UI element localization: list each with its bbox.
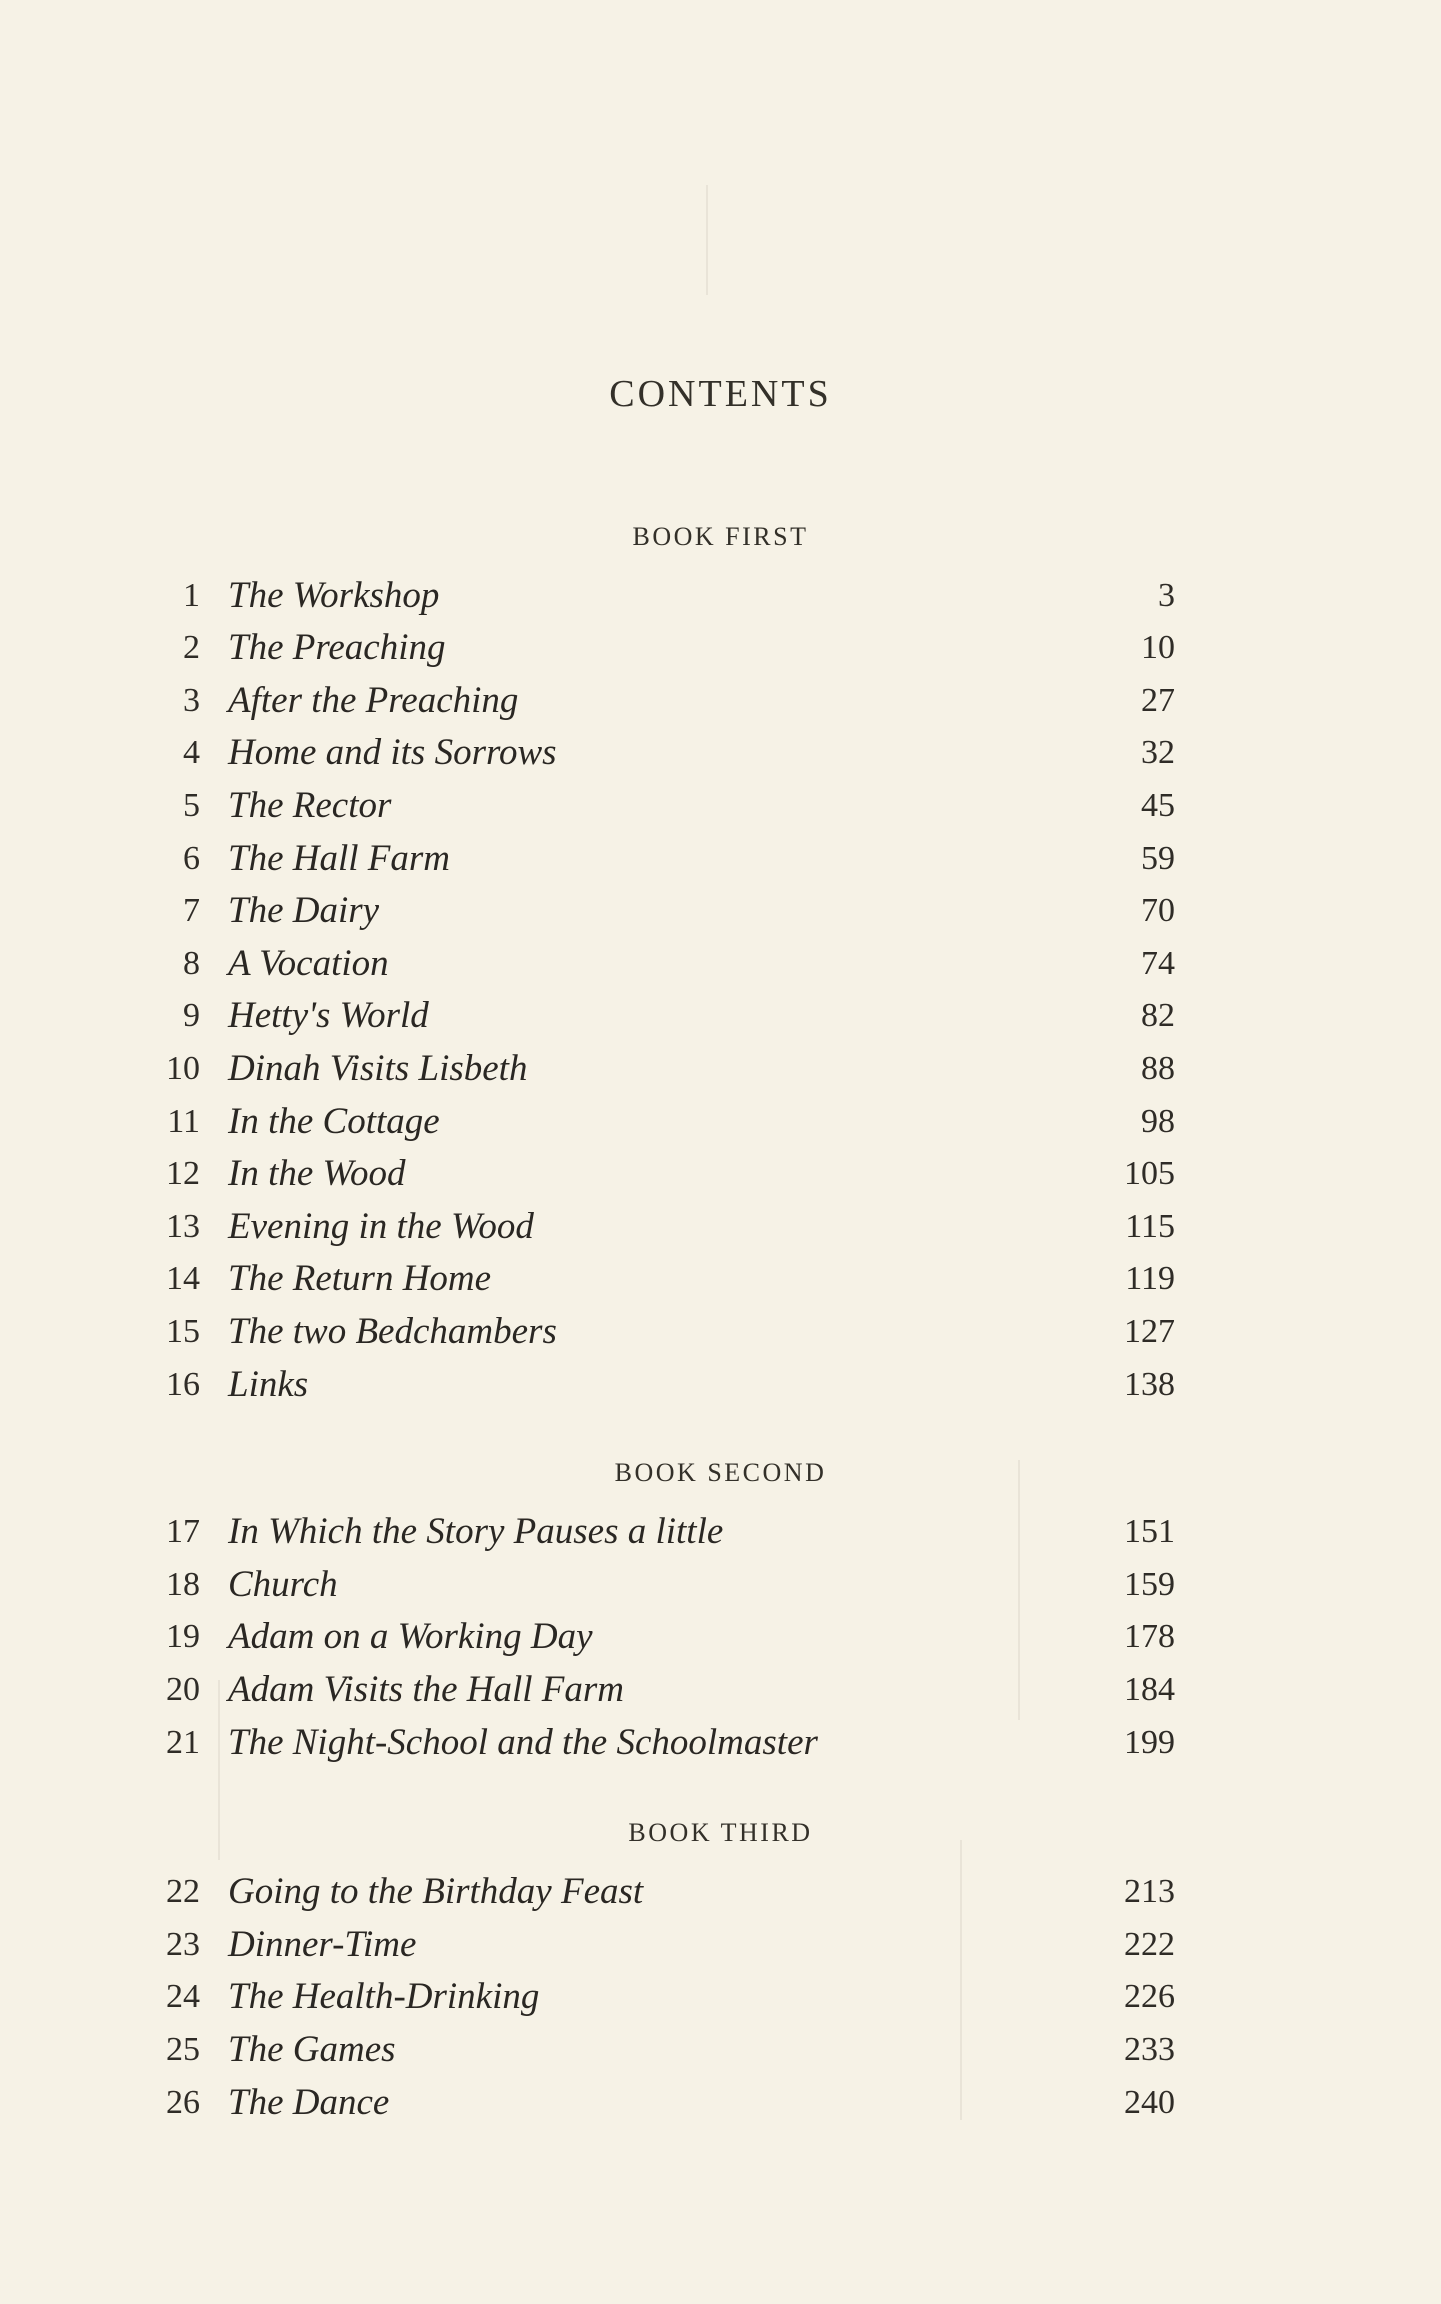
toc-row — [150, 833, 1175, 885]
chapter-page: 138 — [1124, 1366, 1175, 1403]
chapter-title: Links — [228, 1364, 309, 1405]
chapter-number: 25 — [166, 2031, 200, 2068]
toc-row — [150, 885, 1175, 937]
chapter-number: 2 — [183, 629, 200, 666]
chapter-page: 115 — [1125, 1208, 1175, 1245]
toc-row — [150, 2024, 1175, 2076]
chapter-page: 151 — [1124, 1513, 1175, 1550]
chapter-number: 26 — [166, 2084, 200, 2121]
chapter-page: 233 — [1124, 2031, 1175, 2068]
chapter-title: Adam Visits the Hall Farm — [228, 1669, 625, 1710]
toc-row — [150, 1866, 1175, 1918]
chapter-number: 10 — [166, 1050, 200, 1087]
toc-row — [150, 1306, 1175, 1358]
chapter-title: A Vocation — [228, 943, 389, 984]
chapter-page: 82 — [1141, 997, 1175, 1034]
chapter-number: 7 — [183, 892, 200, 929]
toc-row — [150, 570, 1175, 622]
chapter-number: 12 — [166, 1155, 200, 1192]
chapter-title: Hetty's World — [228, 995, 429, 1036]
chapter-number: 19 — [166, 1618, 200, 1655]
chapter-page: 88 — [1141, 1050, 1175, 1087]
chapter-page: 240 — [1124, 2084, 1175, 2121]
chapter-number: 1 — [183, 577, 200, 614]
chapter-page: 59 — [1141, 840, 1175, 877]
book-heading-second: BOOK SECOND — [614, 1458, 827, 1487]
chapter-number: 16 — [166, 1366, 200, 1403]
toc-row — [150, 675, 1175, 727]
chapter-number: 15 — [166, 1313, 200, 1350]
toc-row — [150, 2077, 1175, 2129]
chapter-number: 22 — [166, 1873, 200, 1910]
chapter-page: 32 — [1141, 734, 1175, 771]
toc-row — [150, 727, 1175, 779]
chapter-title: In the Wood — [228, 1153, 406, 1194]
chapter-title: Adam on a Working Day — [228, 1616, 593, 1657]
chapter-title: The Hall Farm — [228, 838, 450, 879]
chapter-title: Church — [228, 1564, 338, 1605]
show-through-mark — [706, 185, 708, 295]
chapter-number: 21 — [166, 1724, 200, 1761]
chapter-number: 6 — [183, 840, 200, 877]
toc-row — [150, 1971, 1175, 2023]
toc-row — [150, 1096, 1175, 1148]
chapter-title: Home and its Sorrows — [228, 732, 557, 773]
chapter-page: 105 — [1124, 1155, 1175, 1192]
toc-row — [150, 1717, 1175, 1769]
chapter-title: Dinah Visits Lisbeth — [228, 1048, 528, 1089]
chapter-page: 159 — [1124, 1566, 1175, 1603]
chapter-page: 27 — [1141, 682, 1175, 719]
chapter-number: 13 — [166, 1208, 200, 1245]
chapter-title: The Rector — [228, 785, 392, 826]
chapter-page: 119 — [1125, 1260, 1175, 1297]
chapter-title: The Dairy — [228, 890, 380, 931]
chapter-number: 23 — [166, 1926, 200, 1963]
chapter-title: The two Bedchambers — [228, 1311, 557, 1352]
chapter-title: Dinner-Time — [228, 1924, 417, 1965]
chapter-title: In the Cottage — [228, 1101, 440, 1142]
chapter-page: 98 — [1141, 1103, 1175, 1140]
chapter-title: Evening in the Wood — [228, 1206, 534, 1247]
toc-row — [150, 990, 1175, 1042]
chapter-number: 14 — [166, 1260, 200, 1297]
chapter-title: The Preaching — [228, 627, 446, 668]
toc-row — [150, 1043, 1175, 1095]
chapter-title: After the Preaching — [228, 680, 519, 721]
chapter-number: 20 — [166, 1671, 200, 1708]
chapter-page: 178 — [1124, 1618, 1175, 1655]
book-heading-third: BOOK THIRD — [628, 1818, 813, 1847]
chapter-title: Going to the Birthday Feast — [228, 1871, 644, 1912]
chapter-title: The Night-School and the Schoolmaster — [228, 1722, 818, 1763]
chapter-number: 18 — [166, 1566, 200, 1603]
chapter-page: 184 — [1124, 1671, 1175, 1708]
toc-row — [150, 938, 1175, 990]
chapter-title: The Health-Drinking — [228, 1976, 540, 2017]
chapter-number: 8 — [183, 945, 200, 982]
chapter-page: 10 — [1141, 629, 1175, 666]
toc-row — [150, 1201, 1175, 1253]
chapter-number: 24 — [166, 1978, 200, 2015]
toc-row — [150, 1148, 1175, 1200]
chapter-page: 74 — [1141, 945, 1175, 982]
toc-row — [150, 1253, 1175, 1305]
chapter-page: 3 — [1158, 577, 1175, 614]
chapter-title: In Which the Story Pauses a little — [228, 1511, 724, 1552]
toc-row — [150, 1664, 1175, 1716]
chapter-number: 4 — [183, 734, 200, 771]
chapter-page: 213 — [1124, 1873, 1175, 1910]
toc-row — [150, 622, 1175, 674]
toc-row — [150, 1506, 1175, 1558]
chapter-number: 11 — [167, 1103, 200, 1140]
chapter-title: The Return Home — [228, 1258, 492, 1299]
chapter-title: The Games — [228, 2029, 396, 2070]
chapter-number: 3 — [183, 682, 200, 719]
chapter-page: 45 — [1141, 787, 1175, 824]
toc-row — [150, 780, 1175, 832]
chapter-number: 17 — [166, 1513, 200, 1550]
chapter-page: 70 — [1141, 892, 1175, 929]
chapter-page: 127 — [1124, 1313, 1175, 1350]
chapter-number: 9 — [183, 997, 200, 1034]
toc-row — [150, 1559, 1175, 1611]
page-title: CONTENTS — [609, 373, 832, 415]
chapter-page: 226 — [1124, 1978, 1175, 2015]
chapter-page: 199 — [1124, 1724, 1175, 1761]
toc-row — [150, 1919, 1175, 1971]
toc-row — [150, 1611, 1175, 1663]
chapter-title: The Workshop — [228, 575, 440, 616]
chapter-number: 5 — [183, 787, 200, 824]
chapter-page: 222 — [1124, 1926, 1175, 1963]
book-heading-first: BOOK FIRST — [632, 522, 809, 551]
chapter-title: The Dance — [228, 2082, 390, 2123]
toc-row — [150, 1359, 1175, 1411]
